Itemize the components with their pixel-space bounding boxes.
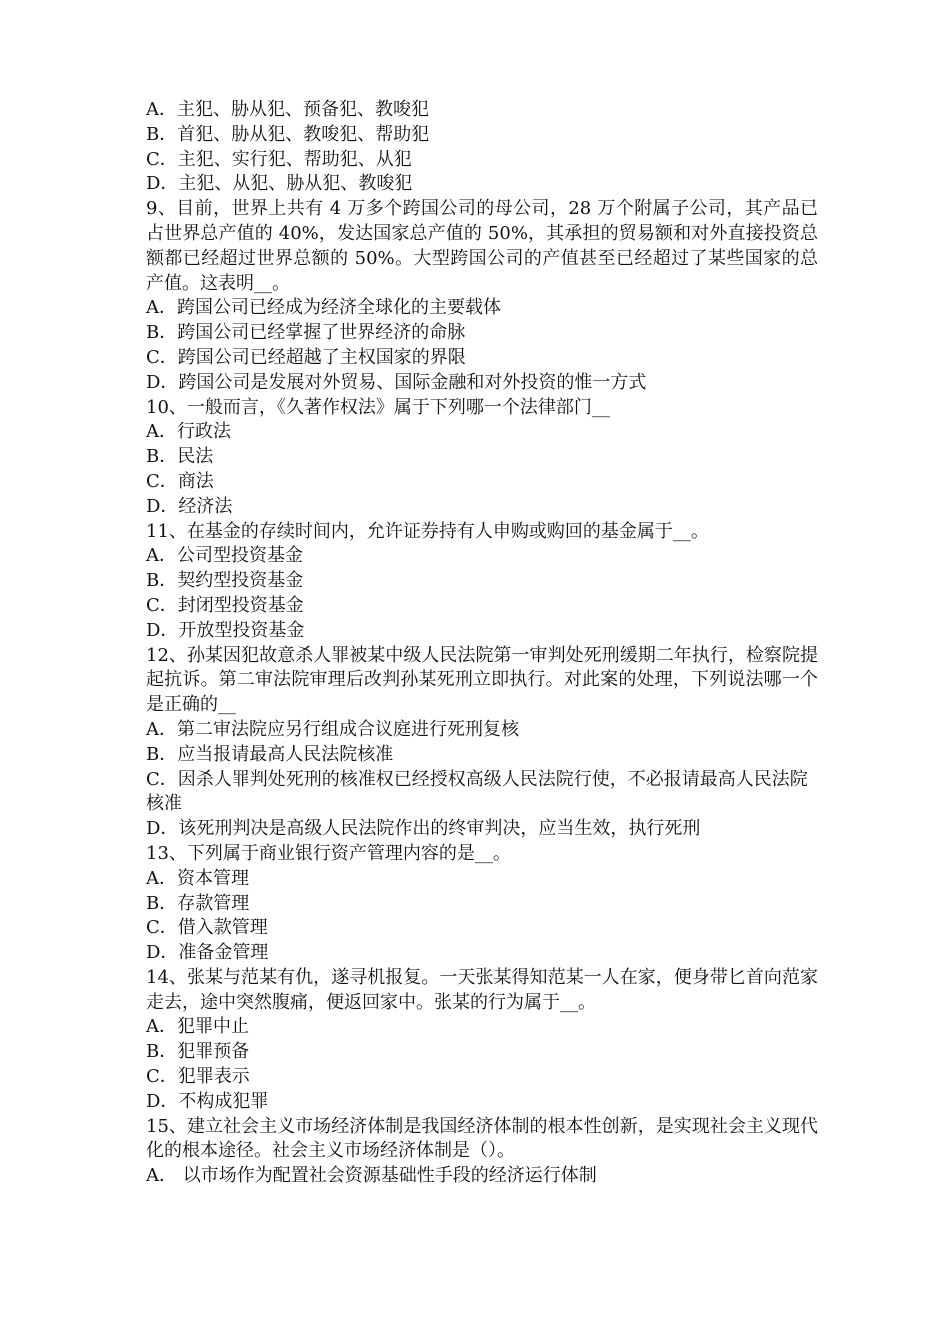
answer-option: C．犯罪表示 bbox=[146, 1066, 250, 1088]
answer-option: B．首犯、胁从犯、教唆犯、帮助犯 bbox=[146, 123, 430, 145]
question-text: 11、在基金的存续时间内，允许证券持有人申购或购回的基金属于__。 bbox=[146, 520, 709, 542]
answer-option: C．商法 bbox=[146, 470, 214, 492]
answer-option: A．主犯、胁从犯、预备犯、教唆犯 bbox=[146, 99, 429, 120]
question-text: 15、建立社会主义市场经济体制是我国经济体制的根本性创新，是实现社会主义现代化的根本途径。社会主义市场经济体制是（）。 bbox=[146, 1115, 818, 1162]
answer-option: B．应当报请最高人民法院核准 bbox=[146, 743, 394, 765]
answer-option: A．资本管理 bbox=[146, 867, 249, 889]
answer-option: C．因杀人罪判处死刑的核准权已经授权高级人民法院行使，不必报请最高人民法院核准 bbox=[146, 768, 808, 815]
answer-option: A．行政法 bbox=[146, 421, 231, 443]
answer-option: A．跨国公司已经成为经济全球化的主要载体 bbox=[146, 297, 501, 319]
answer-option: C．封闭型投资基金 bbox=[146, 594, 304, 616]
answer-option: D．开放型投资基金 bbox=[146, 619, 305, 641]
answer-option: D．不构成犯罪 bbox=[146, 1090, 269, 1112]
answer-option: D．主犯、从犯、胁从犯、教唆犯 bbox=[146, 173, 413, 195]
answer-option: C．主犯、实行犯、帮助犯、从犯 bbox=[146, 148, 412, 170]
answer-option: D．准备金管理 bbox=[146, 942, 269, 964]
answer-option: A．公司型投资基金 bbox=[146, 545, 303, 567]
answer-option: D．跨国公司是发展对外贸易、国际金融和对外投资的惟一方式 bbox=[146, 371, 647, 393]
answer-option: B．契约型投资基金 bbox=[146, 570, 304, 592]
answer-option: B．民法 bbox=[146, 446, 214, 468]
question-text: 13、下列属于商业银行资产管理内容的是__。 bbox=[146, 842, 511, 864]
answer-option: C．跨国公司已经超越了主权国家的界限 bbox=[146, 346, 466, 368]
answer-option: B．跨国公司已经掌握了世界经济的命脉 bbox=[146, 322, 466, 344]
answer-option: D．该死刑判决是高级人民法院作出的终审判决，应当生效，执行死刑 bbox=[146, 818, 701, 840]
document-body bbox=[146, 98, 818, 1189]
answer-option: A．第二审法院应另行组成合议庭进行死刑复核 bbox=[146, 718, 519, 740]
answer-option: A．犯罪中止 bbox=[146, 1016, 249, 1038]
question-text: 9、目前，世界上共有 4 万多个跨国公司的母公司，28 万个附属子公司，其产品已占世界总产值的 40%，发达国家总产值的 50%，其承担的贸易额和对外直接投资总额都已经超过世界总额的 50%。大型跨国公司的产值甚至已经超过了某些国家的总产值。这表明__。 bbox=[146, 198, 818, 294]
answer-option: B．犯罪预备 bbox=[146, 1041, 250, 1063]
question-text: 12、孙某因犯故意杀人罪被某中级人民法院第一审判处死刑缓期二年执行，检察院提起抗诉。第二审法院审理后改判孙某死刑立即执行。对此案的处理，下列说法哪一个是正确的__ bbox=[146, 644, 818, 716]
answer-option: C．借入款管理 bbox=[146, 917, 268, 939]
answer-option: B．存款管理 bbox=[146, 892, 250, 914]
answer-option: A． 以市场作为配置社会资源基础性手段的经济运行体制 bbox=[146, 1165, 597, 1187]
question-text: 10、一般而言，《久著作权法》属于下列哪一个法律部门__ bbox=[146, 396, 610, 418]
question-text: 14、张某与范某有仇，遂寻机报复。一天张某得知范某一人在家，便身带匕首向范家走去，途中突然腹痛，便返回家中。张某的行为属于__。 bbox=[146, 966, 818, 1013]
answer-option: D．经济法 bbox=[146, 495, 233, 517]
